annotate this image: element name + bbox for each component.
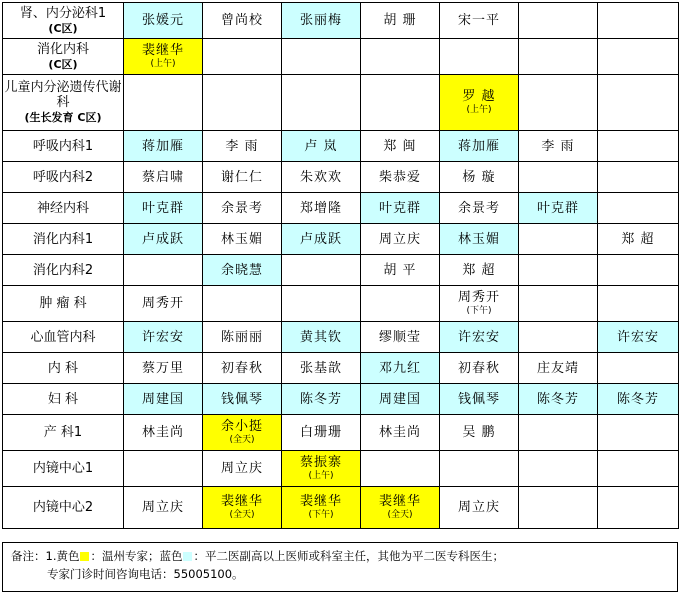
doctor-name: 林圭尚 xyxy=(141,425,184,440)
schedule-cell xyxy=(124,224,203,255)
doctor-name: 余景考 xyxy=(457,200,500,216)
doctor-name: 周立庆 xyxy=(141,500,184,515)
schedule-cell xyxy=(282,384,361,415)
schedule-row xyxy=(3,255,679,286)
schedule-cell xyxy=(282,75,361,131)
schedule-cell xyxy=(519,487,598,529)
schedule-row xyxy=(3,193,679,224)
schedule-cell xyxy=(124,255,203,286)
schedule-cell xyxy=(440,224,519,255)
schedule-cell xyxy=(598,224,679,255)
doctor-name: 邓九红 xyxy=(378,360,421,376)
schedule-row xyxy=(3,75,679,131)
doctor-name: 张基歆 xyxy=(299,360,342,376)
schedule-cell xyxy=(361,3,440,39)
footnote xyxy=(2,542,678,592)
schedule-cell xyxy=(282,224,361,255)
doctor-name: 胡 平 xyxy=(383,262,417,278)
schedule-cell xyxy=(440,3,519,39)
schedule-cell xyxy=(440,193,519,224)
doctor-name: 裴继华 xyxy=(220,494,263,509)
doctor-name: 陈丽丽 xyxy=(220,329,263,345)
schedule-row xyxy=(3,131,679,162)
schedule-row xyxy=(3,384,679,415)
schedule-cell xyxy=(282,193,361,224)
schedule-cell xyxy=(440,162,519,193)
schedule-cell xyxy=(598,487,679,529)
schedule-cell xyxy=(361,224,440,255)
schedule-cell xyxy=(203,39,282,75)
doctor-name: 罗 越 xyxy=(462,89,496,104)
note-phone-line: 专家门诊时间咨询电话：55005100。 xyxy=(47,567,244,581)
schedule-cell xyxy=(519,75,598,131)
schedule-cell xyxy=(598,384,679,415)
schedule-cell xyxy=(519,193,598,224)
schedule-cell xyxy=(203,322,282,353)
session-note: (下午) xyxy=(308,510,334,520)
schedule-cell xyxy=(282,451,361,487)
schedule-cell xyxy=(519,162,598,193)
doctor-name: 郑 超 xyxy=(462,262,496,278)
schedule-cell xyxy=(598,131,679,162)
doctor-name: 钱佩琴 xyxy=(457,391,500,407)
department-cell xyxy=(3,39,124,75)
schedule-cell xyxy=(361,353,440,384)
schedule-cell xyxy=(440,255,519,286)
department-cell xyxy=(3,3,124,39)
schedule-cell xyxy=(124,131,203,162)
doctor-name: 卢成跃 xyxy=(299,231,342,247)
schedule-cell xyxy=(440,384,519,415)
schedule-cell xyxy=(361,286,440,322)
department-name: 妇 科 xyxy=(47,391,79,407)
department-name: 呼吸内科1 xyxy=(32,138,94,154)
schedule-row xyxy=(3,39,679,75)
department-name: 内镜中心1 xyxy=(32,461,94,476)
doctor-name: 陈冬芳 xyxy=(299,391,342,407)
session-note: (全天) xyxy=(229,510,255,520)
schedule-cell xyxy=(440,322,519,353)
schedule-cell xyxy=(203,451,282,487)
schedule-row xyxy=(3,487,679,529)
department-cell xyxy=(3,193,124,224)
doctor-name: 郑 闽 xyxy=(383,138,417,154)
doctor-name: 叶克群 xyxy=(141,200,184,216)
doctor-name: 叶克群 xyxy=(536,200,579,216)
schedule-cell xyxy=(203,193,282,224)
doctor-name: 裴继华 xyxy=(378,494,421,509)
schedule-cell xyxy=(203,286,282,322)
department-cell xyxy=(3,384,124,415)
doctor-name: 卢 岚 xyxy=(304,138,338,154)
doctor-name: 朱欢欢 xyxy=(299,169,342,185)
schedule-cell xyxy=(598,255,679,286)
doctor-name: 许宏安 xyxy=(616,329,659,345)
schedule-cell xyxy=(282,415,361,451)
doctor-name: 周立庆 xyxy=(457,500,500,515)
schedule-cell xyxy=(361,451,440,487)
schedule-cell xyxy=(598,353,679,384)
doctor-name: 周秀开 xyxy=(141,296,184,311)
doctor-name: 陈冬芳 xyxy=(536,391,579,407)
schedule-cell xyxy=(124,353,203,384)
schedule-cell xyxy=(440,131,519,162)
schedule-cell xyxy=(440,353,519,384)
doctor-name: 蔡万里 xyxy=(141,360,184,376)
doctor-name: 周立庆 xyxy=(378,231,421,247)
schedule-row xyxy=(3,162,679,193)
schedule-cell xyxy=(519,322,598,353)
schedule-row xyxy=(3,286,679,322)
schedule-cell xyxy=(361,322,440,353)
department-cell xyxy=(3,353,124,384)
yellow-swatch xyxy=(80,552,89,561)
schedule-cell xyxy=(361,39,440,75)
doctor-name: 吴 鹏 xyxy=(462,425,496,440)
schedule-cell xyxy=(519,39,598,75)
doctor-name: 卢成跃 xyxy=(141,231,184,247)
department-cell xyxy=(3,224,124,255)
schedule-row xyxy=(3,451,679,487)
doctor-name: 郑 超 xyxy=(621,231,655,247)
schedule-cell xyxy=(203,384,282,415)
doctor-name: 林玉媚 xyxy=(457,231,500,247)
schedule-cell xyxy=(361,162,440,193)
schedule-cell xyxy=(124,487,203,529)
department-cell xyxy=(3,162,124,193)
schedule-cell xyxy=(440,75,519,131)
schedule-cell xyxy=(282,131,361,162)
session-note: (全天) xyxy=(387,510,413,520)
department-name: 消化内科 xyxy=(36,41,89,57)
doctor-name: 郑增隆 xyxy=(299,200,342,216)
doctor-name: 周建国 xyxy=(141,391,184,407)
doctor-name: 许宏安 xyxy=(141,329,184,345)
doctor-name: 初春秋 xyxy=(457,360,500,376)
doctor-name: 余晓慧 xyxy=(220,262,263,278)
schedule-cell xyxy=(519,353,598,384)
doctor-name: 裴继华 xyxy=(299,494,342,509)
schedule-cell xyxy=(282,39,361,75)
schedule-cell xyxy=(598,193,679,224)
schedule-cell xyxy=(598,451,679,487)
schedule-cell xyxy=(361,193,440,224)
doctor-name: 林圭尚 xyxy=(378,425,421,440)
schedule-cell xyxy=(440,39,519,75)
schedule-cell xyxy=(598,286,679,322)
schedule-cell xyxy=(361,384,440,415)
schedule-table xyxy=(2,2,679,529)
schedule-cell xyxy=(519,384,598,415)
doctor-name: 周建国 xyxy=(378,391,421,407)
department-name: 儿童内分泌遗传代谢科 xyxy=(4,80,122,110)
schedule-cell xyxy=(124,322,203,353)
schedule-cell xyxy=(282,3,361,39)
doctor-name: 余小挺 xyxy=(220,419,263,434)
doctor-name: 宋一平 xyxy=(457,13,500,28)
schedule-cell xyxy=(124,451,203,487)
doctor-name: 许宏安 xyxy=(457,329,500,345)
doctor-name: 张媛元 xyxy=(141,13,184,28)
department-name: 呼吸内科2 xyxy=(32,169,94,185)
department-name: 肿 瘤 科 xyxy=(39,296,87,311)
doctor-name: 林玉媚 xyxy=(220,231,263,247)
schedule-cell xyxy=(203,353,282,384)
note-part-2: ：温州专家；蓝色 xyxy=(90,549,183,563)
department-cell xyxy=(3,131,124,162)
department-location: (生长发育 C区) xyxy=(24,111,102,124)
doctor-name: 蒋加雁 xyxy=(457,138,500,154)
schedule-cell xyxy=(519,415,598,451)
schedule-cell xyxy=(519,3,598,39)
doctor-name: 裴继华 xyxy=(141,43,184,58)
schedule-cell xyxy=(598,3,679,39)
doctor-name: 谢仁仁 xyxy=(220,169,263,185)
schedule-row xyxy=(3,224,679,255)
schedule-cell xyxy=(282,255,361,286)
schedule-cell xyxy=(124,39,203,75)
department-name: 内 科 xyxy=(47,360,79,376)
session-note: (上午) xyxy=(308,471,334,481)
schedule-row xyxy=(3,322,679,353)
schedule-cell xyxy=(519,224,598,255)
schedule-cell xyxy=(203,162,282,193)
doctor-name: 缪顺莹 xyxy=(378,329,421,345)
department-cell xyxy=(3,322,124,353)
schedule-cell xyxy=(598,75,679,131)
department-cell xyxy=(3,75,124,131)
doctor-name: 蔡启啸 xyxy=(141,169,184,185)
schedule-cell xyxy=(203,415,282,451)
note-part-1: 备注：1.黄色 xyxy=(11,549,80,563)
schedule-cell xyxy=(203,255,282,286)
schedule-cell xyxy=(598,39,679,75)
schedule-cell xyxy=(361,75,440,131)
schedule-cell xyxy=(203,224,282,255)
schedule-cell xyxy=(203,487,282,529)
schedule-cell xyxy=(361,415,440,451)
schedule-cell xyxy=(361,487,440,529)
doctor-name: 蔡振寨 xyxy=(299,455,342,470)
doctor-name: 蒋加雁 xyxy=(141,138,184,154)
schedule-cell xyxy=(124,286,203,322)
schedule-cell xyxy=(440,286,519,322)
schedule-cell xyxy=(440,451,519,487)
department-name: 消化内科1 xyxy=(32,231,94,247)
schedule-cell xyxy=(282,322,361,353)
doctor-name: 李 雨 xyxy=(225,138,259,154)
department-location: (C区) xyxy=(48,21,78,35)
schedule-cell xyxy=(124,75,203,131)
schedule-cell xyxy=(440,487,519,529)
schedule-cell xyxy=(203,131,282,162)
schedule-cell xyxy=(519,451,598,487)
schedule-cell xyxy=(361,255,440,286)
schedule-row xyxy=(3,415,679,451)
schedule-cell xyxy=(361,131,440,162)
department-cell xyxy=(3,487,124,529)
schedule-cell xyxy=(519,255,598,286)
schedule-cell xyxy=(124,193,203,224)
doctor-name: 叶克群 xyxy=(378,200,421,216)
doctor-name: 周立庆 xyxy=(220,461,263,476)
department-location: (C区) xyxy=(48,57,78,71)
schedule-cell xyxy=(282,286,361,322)
schedule-cell xyxy=(124,3,203,39)
session-note: (下午) xyxy=(466,306,492,316)
schedule-cell xyxy=(282,487,361,529)
schedule-body xyxy=(3,3,679,529)
schedule-cell xyxy=(598,322,679,353)
department-name: 内镜中心2 xyxy=(32,500,94,515)
doctor-name: 钱佩琴 xyxy=(220,391,263,407)
department-cell xyxy=(3,415,124,451)
department-cell xyxy=(3,451,124,487)
doctor-name: 张丽梅 xyxy=(299,13,342,28)
doctor-name: 黄其钦 xyxy=(299,329,342,345)
department-name: 肾、内分泌科1 xyxy=(19,5,107,21)
schedule-cell xyxy=(519,286,598,322)
department-name: 消化内科2 xyxy=(32,262,94,278)
doctor-name: 陈冬芳 xyxy=(616,391,659,407)
doctor-name: 胡 珊 xyxy=(383,13,417,28)
session-note: (上午) xyxy=(466,105,492,115)
doctor-name: 白珊珊 xyxy=(299,425,342,440)
department-name: 产 科1 xyxy=(43,425,83,440)
session-note: (全天) xyxy=(229,435,255,445)
schedule-row xyxy=(3,353,679,384)
doctor-name: 杨 璇 xyxy=(462,169,496,185)
schedule-cell xyxy=(282,353,361,384)
schedule-cell xyxy=(124,415,203,451)
blue-swatch xyxy=(183,552,192,561)
schedule-cell xyxy=(519,131,598,162)
schedule-cell xyxy=(124,384,203,415)
doctor-name: 周秀开 xyxy=(457,290,500,305)
note-part-3: ：平二医副高以上医师或科室主任，其他为平二医专科医生； xyxy=(193,549,504,563)
session-note: (上午) xyxy=(150,59,176,69)
department-cell xyxy=(3,255,124,286)
schedule-row xyxy=(3,3,679,39)
schedule-cell xyxy=(203,75,282,131)
schedule-cell xyxy=(598,162,679,193)
doctor-name: 余景考 xyxy=(220,200,263,216)
department-cell xyxy=(3,286,124,322)
schedule-cell xyxy=(124,162,203,193)
schedule-cell xyxy=(282,162,361,193)
doctor-name: 李 雨 xyxy=(541,138,575,154)
schedule-cell xyxy=(598,415,679,451)
doctor-name: 柴恭爱 xyxy=(378,169,421,185)
schedule-cell xyxy=(203,3,282,39)
doctor-name: 初春秋 xyxy=(220,360,263,376)
doctor-name: 曾尚校 xyxy=(220,13,263,28)
department-name: 神经内科 xyxy=(36,200,89,216)
department-name: 心血管内科 xyxy=(30,329,96,345)
schedule-cell xyxy=(440,415,519,451)
doctor-name: 庄友靖 xyxy=(536,360,579,376)
